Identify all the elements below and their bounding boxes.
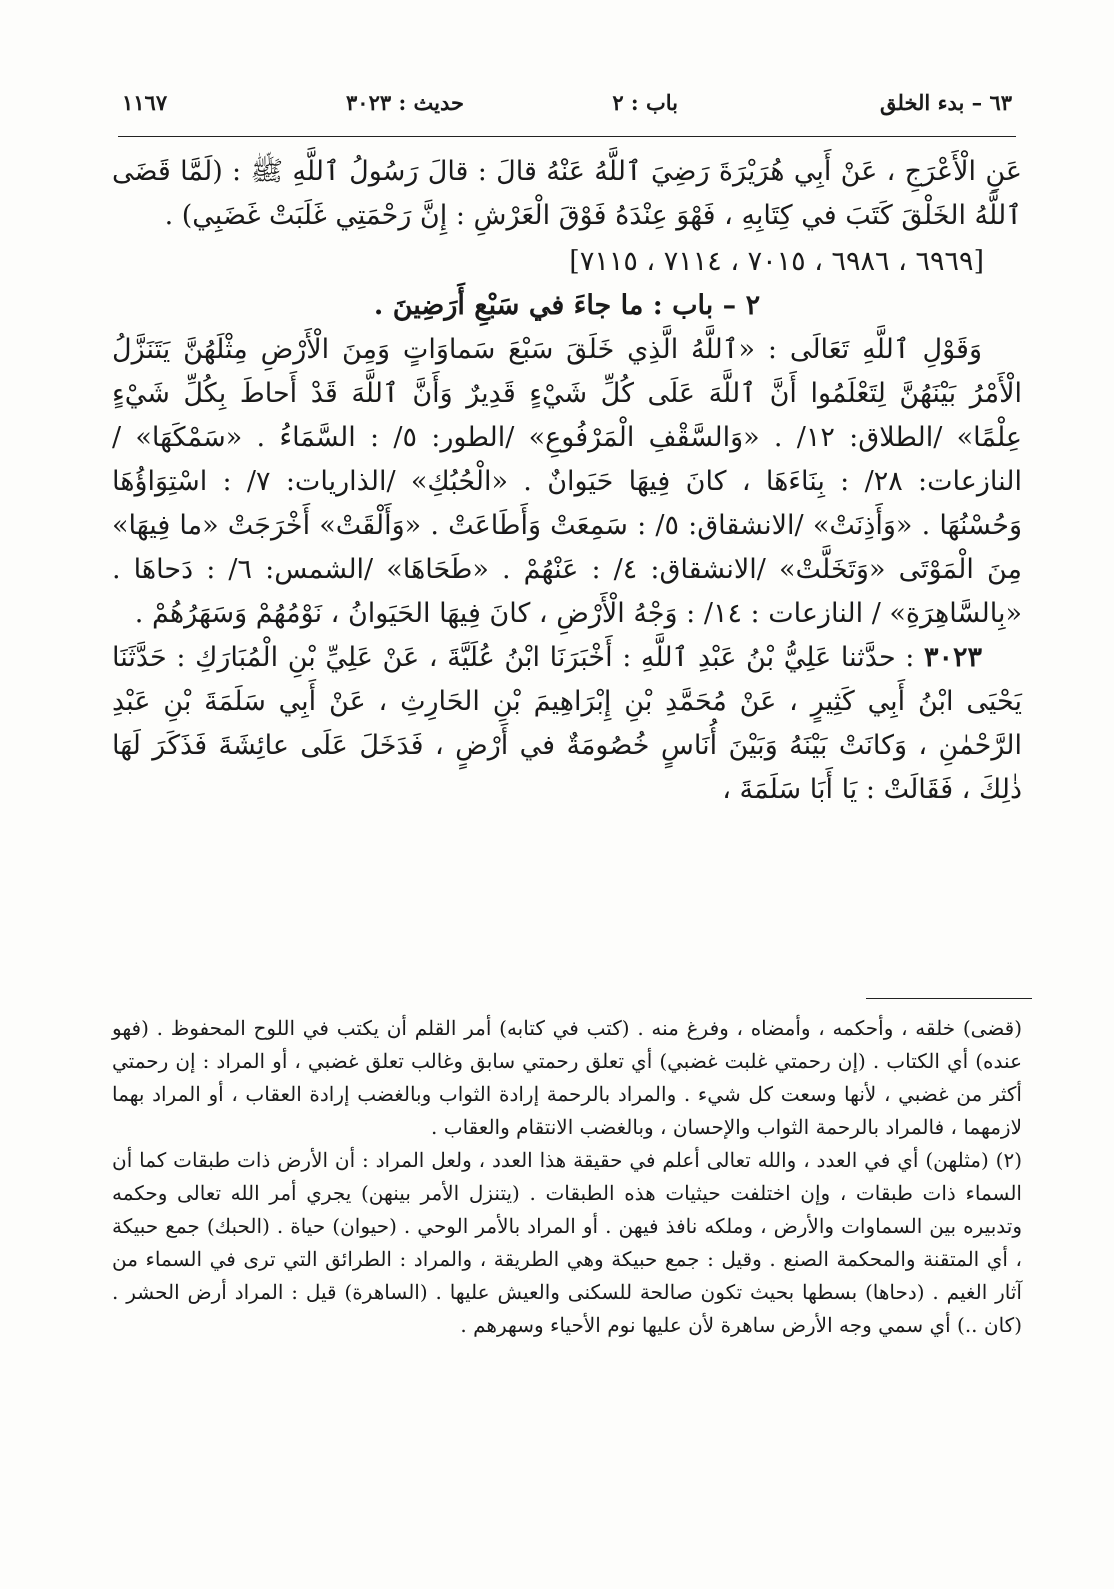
- running-header: [118, 86, 1016, 126]
- hadith-continuation: عَنِ الْأَعْرَجِ ، عَنْ أَبِي هُرَيْرَةَ رَضِيَ ٱللَّهُ عَنْهُ قالَ : قالَ رَسُولُ ٱللَّهِ ﷺ : (لَمَّا قَضَى ٱللَّهُ الخَلْقَ كَتَبَ في كِتَابِهِ ، فَهْوَ عِنْدَهُ فَوْقَ الْعَرْشِ : إِنَّ رَحْمَتِي غَلَبَتْ غَضَبِي) .: [112, 156, 1022, 231]
- footnote-2: (٢) (مثلهن) أي في العدد ، والله تعالى أعلم في حقيقة هذا العدد ، ولعل المراد : أن الأرض ذات طبقات كما أن السماء ذات طبقات ، وإن اختلفت حيثيات هذه الطبقات . (يتنزل الأمر بينهن) يجري أمر الله تعالى وحكمه وتدبيره بين السماوات والأرض ، وملكه نافذ فيهن . أو المراد بالأمر الوحي . (حيوان) حياة . (الحبك) جمع حبيكة ، أي المتقنة والمحكمة الصنع . وقيل : جمع حبيكة وهي الطريقة ، والمراد : الطرائق التي ترى في السماء من آثار الغيم . (دحاها) بسطها بحيث تكون صالحة للسكنى والعيش عليها . (الساهرة) قيل : المراد أرض الحشر . (كان ..) أي سمي وجه الأرض ساهرة لأن عليها نوم الأحياء وسهرهم .: [112, 1148, 1022, 1337]
- hadith-block: [112, 636, 1022, 812]
- main-text: [112, 150, 1022, 812]
- header-divider: [118, 136, 1016, 137]
- hadith-number: ٣٠٢٣: [923, 642, 982, 673]
- bab-title: ٢ – باب : ما جاءَ في سَبْعِ أَرَضِينَ .: [373, 290, 761, 321]
- footnotes: [112, 1012, 1022, 1342]
- bab-commentary: وَقَوْلِ ٱللَّهِ تَعَالَى : «ٱللَّهُ الَّذِي خَلَقَ سَبْعَ سَماوَاتٍ وَمِنَ الْأَرْضِ مِثْلَهُنَّ يَتَنَزَّلُ الْأَمْرُ بَيْنَهُنَّ لِتَعْلَمُوا أَنَّ ٱللَّهَ عَلَى كُلِّ شَيْءٍ قَدِيرٌ وَأَنَّ ٱللَّهَ قَدْ أَحاطَ بِكُلِّ شَيْءٍ عِلْمًا» /الطلاق: ١٢/ . «وَالسَّقْفِ الْمَرْفُوعِ» /الطور: ٥/ : السَّمَاءُ . «سَمْكَهَا» /النازعات: ٢٨/ : بِنَاءَهَا ، كانَ فِيهَا حَيَوانٌ . «الْحُبُكِ» /الذاريات: ٧/ : اسْتِوَاؤُهَا وَحُسْنُهَا . «وَأَذِنَتْ» /الانشقاق: ٥/ : سَمِعَتْ وَأَطَاعَتْ . «وَأَلْقَتْ» أَخْرَجَتْ «ما فِيهَا» مِنَ الْمَوْتَى «وَتَخَلَّتْ» /الانشقاق: ٤/ : عَنْهُمْ . «طَحَاهَا» /الشمس: ٦/ : دَحاهَا . «بِالسَّاهِرَةِ» / النازعات : ١٤/ : وَجْهُ الْأَرْضِ ، كانَ فِيهَا الحَيَوانُ ، نَوْمُهُمْ وَسَهَرُهُمْ .: [112, 334, 1022, 629]
- bab-number: باب : ٢: [612, 90, 678, 115]
- hadith-text: : حدَّثنا عَلِيُّ بْنُ عَبْدِ ٱللَّهِ : أَخْبَرَنَا ابْنُ عُلَيَّةَ ، عَنْ عَلِيِّ بْنِ الْمُبَارَكِ : حَدَّثَنَا يَحْيَى ابْنُ أَبِي كَثِيرٍ ، عَنْ مُحَمَّدِ بْنِ إِبْرَاهِيمَ بْنِ الحَارِثِ ، عَنْ أَبِي سَلَمَةَ بْنِ عَبْدِ الرَّحْمٰنِ ، وَكانَتْ بَيْنَهُ وَبَيْنَ أُنَاسٍ خُصُومَةٌ في أَرْضٍ ، فَدَخَلَ عَلَى عائِشَةَ فَذَكَرَ لَهَا ذٰلِكَ ، فَقَالَتْ : يَا أَبَا سَلَمَةَ ،: [112, 642, 1022, 805]
- chapter-title: ٦٣ – بدء الخلق: [880, 90, 1012, 115]
- footnote-1: (قضى) خلقه ، وأحكمه ، وأمضاه ، وفرغ منه . (كتب في كتابه) أمر القلم أن يكتب في اللوح المحفوظ . (فهو عنده) أي الكتاب . (إن رحمتي غلبت غضبي) أي تعلق رحمتي سابق وغالب تعلق غضبي ، أو المراد : إن رحمتي أكثر من غضبي ، لأنها وسعت كل شيء . والمراد بالرحمة إرادة الثواب وبالغضب إرادة العقاب ، أو المراد بهما لازمهما ، فالمراد بالرحمة الثواب والإحسان ، وبالغضب الانتقام والعقاب .: [112, 1016, 1022, 1139]
- hadith-number-header: حديث : ٣٠٢٣: [346, 90, 464, 115]
- page-number: ١١٦٧: [122, 90, 168, 115]
- footnote-divider: [866, 998, 1032, 999]
- cross-references: [٦٩٦٩ ، ٦٩٨٦ ، ٧٠١٥ ، ٧١١٤ ، ٧١١٥]: [569, 246, 984, 277]
